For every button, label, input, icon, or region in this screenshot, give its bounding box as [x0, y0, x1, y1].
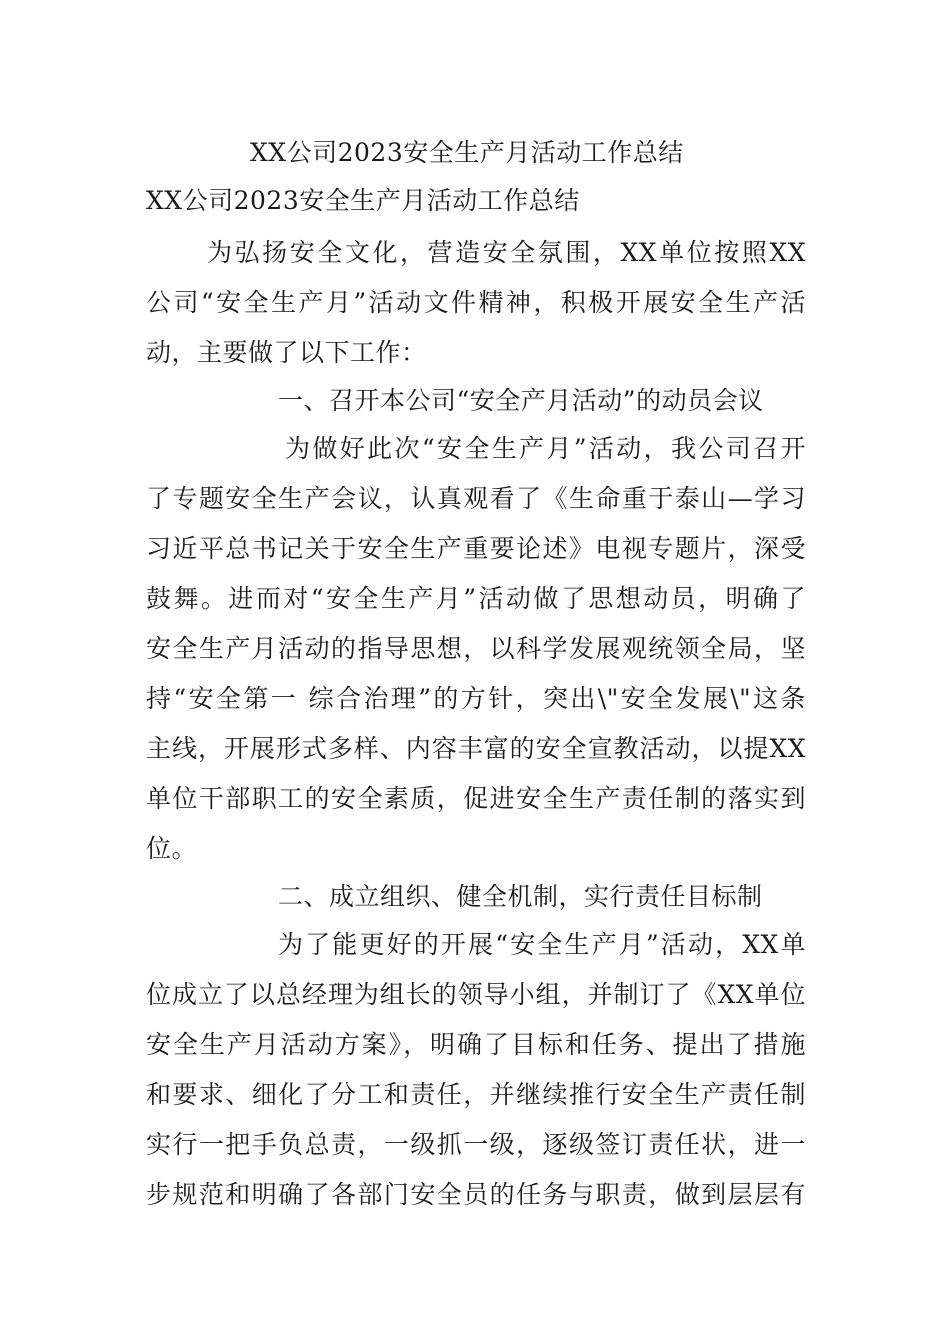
- paragraph-1-line-2: 公司“安全生产月”活动文件精神，积极开展安全生产活: [146, 288, 806, 317]
- paragraph-3-line-1: 为了能更好的开展“安全生产月”活动，XX单: [278, 930, 806, 959]
- paragraph-1-line-1: 为弘扬安全文化，营造安全氛围，XX单位按照XX: [207, 238, 806, 267]
- document-subtitle: XX公司2023安全生产月活动工作总结: [146, 186, 580, 215]
- paragraph-3-line-4: 和要求、细化了分工和责任，并继续推行安全生产责任制: [146, 1080, 806, 1109]
- paragraph-2-line-5: 安全生产月活动的指导思想，以科学发展观统领全局，坚: [146, 634, 806, 663]
- paragraph-2-line-1: 为做好此次“安全生产月”活动，我公司召开: [285, 434, 806, 463]
- paragraph-3-line-3: 安全生产月活动方案》，明确了目标和任务、提出了措施: [146, 1030, 806, 1059]
- paragraph-2-line-7: 主线，开展形式多样、内容丰富的安全宣教活动，以提XX: [146, 734, 806, 763]
- document-title: XX公司2023安全生产月活动工作总结: [250, 138, 684, 167]
- paragraph-2-line-3: 习近平总书记关于安全生产重要论述》电视专题片，深受: [146, 534, 806, 563]
- paragraph-2-line-8: 单位干部职工的安全素质，促进安全生产责任制的落实到: [146, 784, 806, 813]
- section-heading-1: 一、召开本公司“安全产月活动”的动员会议: [278, 386, 764, 415]
- paragraph-3-line-6: 步规范和明确了各部门安全员的任务与职责，做到层层有: [146, 1180, 806, 1209]
- section-heading-2: 二、成立组织、健全机制，实行责任目标制: [278, 882, 763, 911]
- paragraph-1-line-3: 动，主要做了以下工作：: [146, 338, 427, 367]
- paragraph-2-line-4: 鼓舞。进而对“安全生产月”活动做了思想动员，明确了: [146, 584, 806, 613]
- paragraph-3-line-5: 实行一把手负总责，一级抓一级，逐级签订责任状，进一: [146, 1130, 806, 1159]
- paragraph-2-line-9: 位。: [146, 834, 198, 863]
- paragraph-3-line-2: 位成立了以总经理为组长的领导小组，并制订了《XX单位: [146, 980, 806, 1009]
- paragraph-2-line-2: 了专题安全生产会议，认真观看了《生命重于泰山—学习: [146, 484, 806, 513]
- paragraph-2-line-6: 持“安全第一 综合治理”的方针，突出\"安全发展\"这条: [146, 684, 806, 713]
